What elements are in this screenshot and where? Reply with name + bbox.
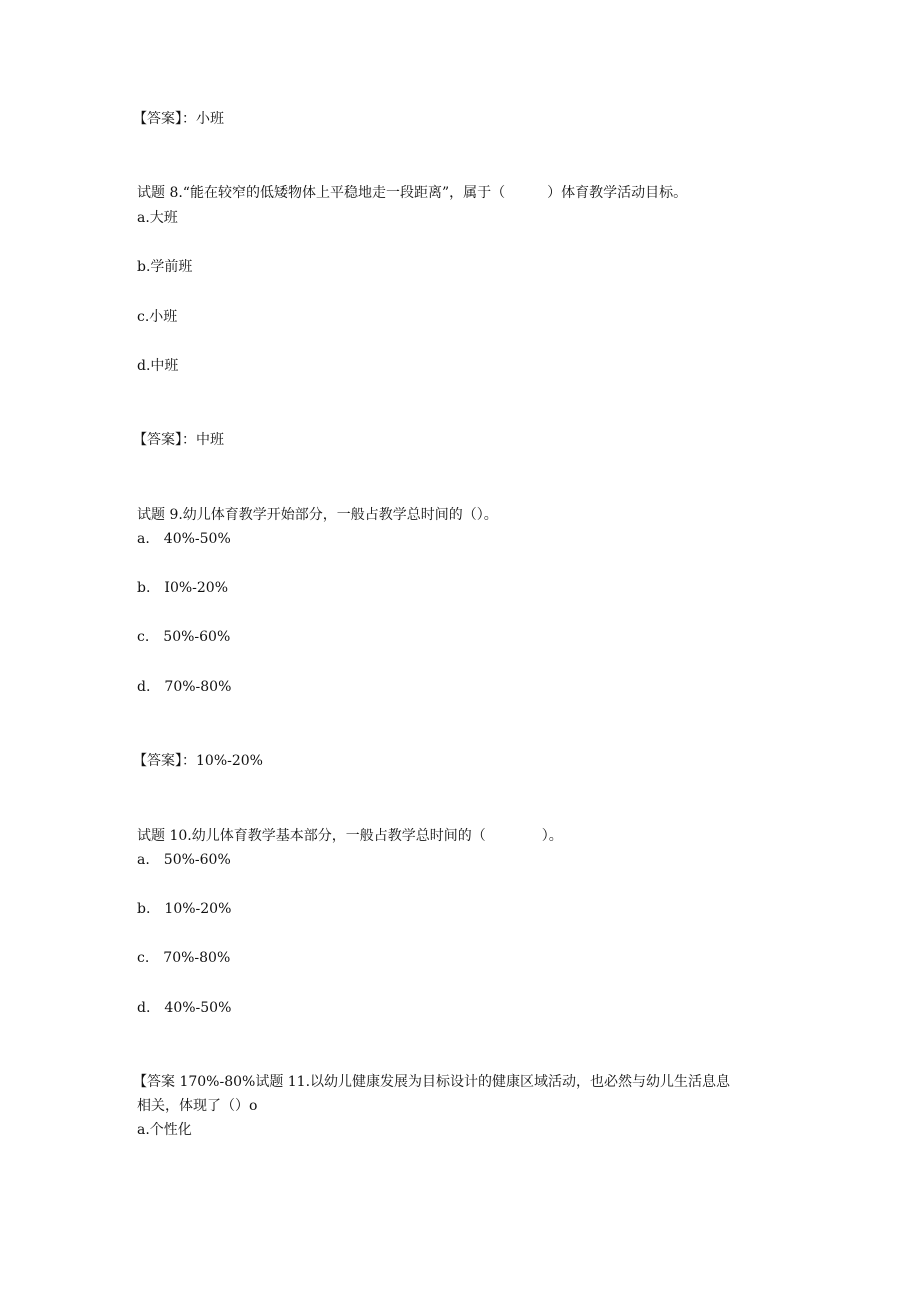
q11-option-a: a.个性化 <box>137 1122 192 1138</box>
q9-option-a: a. 40%-50% <box>137 531 231 547</box>
q10-option-d: d. 40%-50% <box>137 1000 232 1016</box>
q8-option-d: d.中班 <box>137 358 179 374</box>
answer-q9: 【答案】：10%-20% <box>133 753 263 769</box>
q9-option-d: d. 70%-80% <box>137 679 232 695</box>
q8-option-a: a.大班 <box>137 210 178 226</box>
answer-q10-and-question-11: 【答案 170%-80%试题 11.以幼儿健康发展为目标设计的健康区域活动，也必然与幼儿生活息息 <box>133 1074 731 1090</box>
answer-q7: 【答案】：小班 <box>133 111 224 127</box>
answer-q8: 【答案】：中班 <box>133 432 224 448</box>
q8-option-b: b.学前班 <box>137 259 193 275</box>
question-9-stem: 试题 9.幼儿体育教学开始部分，一般占教学总时间的（）。 <box>137 507 498 523</box>
q9-option-b: b. I0%-20% <box>137 580 228 596</box>
q10-option-c: c. 70%-80% <box>137 950 231 966</box>
question-11-stem-continued: 相关，体现了（）o <box>137 1098 258 1114</box>
q8-option-c: c.小班 <box>137 309 178 325</box>
q10-option-b: b. 10%-20% <box>137 901 232 917</box>
q9-option-c: c. 50%-60% <box>137 629 231 645</box>
q10-option-a: a. 50%-60% <box>137 852 231 868</box>
question-10-stem: 试题 10.幼儿体育教学基本部分，一般占教学总时间的（ ）。 <box>137 828 563 844</box>
question-8-stem: 试题 8.“能在较窄的低矮物体上平稳地走一段距离”，属于（ ）体育教学活动目标。 <box>137 185 688 201</box>
